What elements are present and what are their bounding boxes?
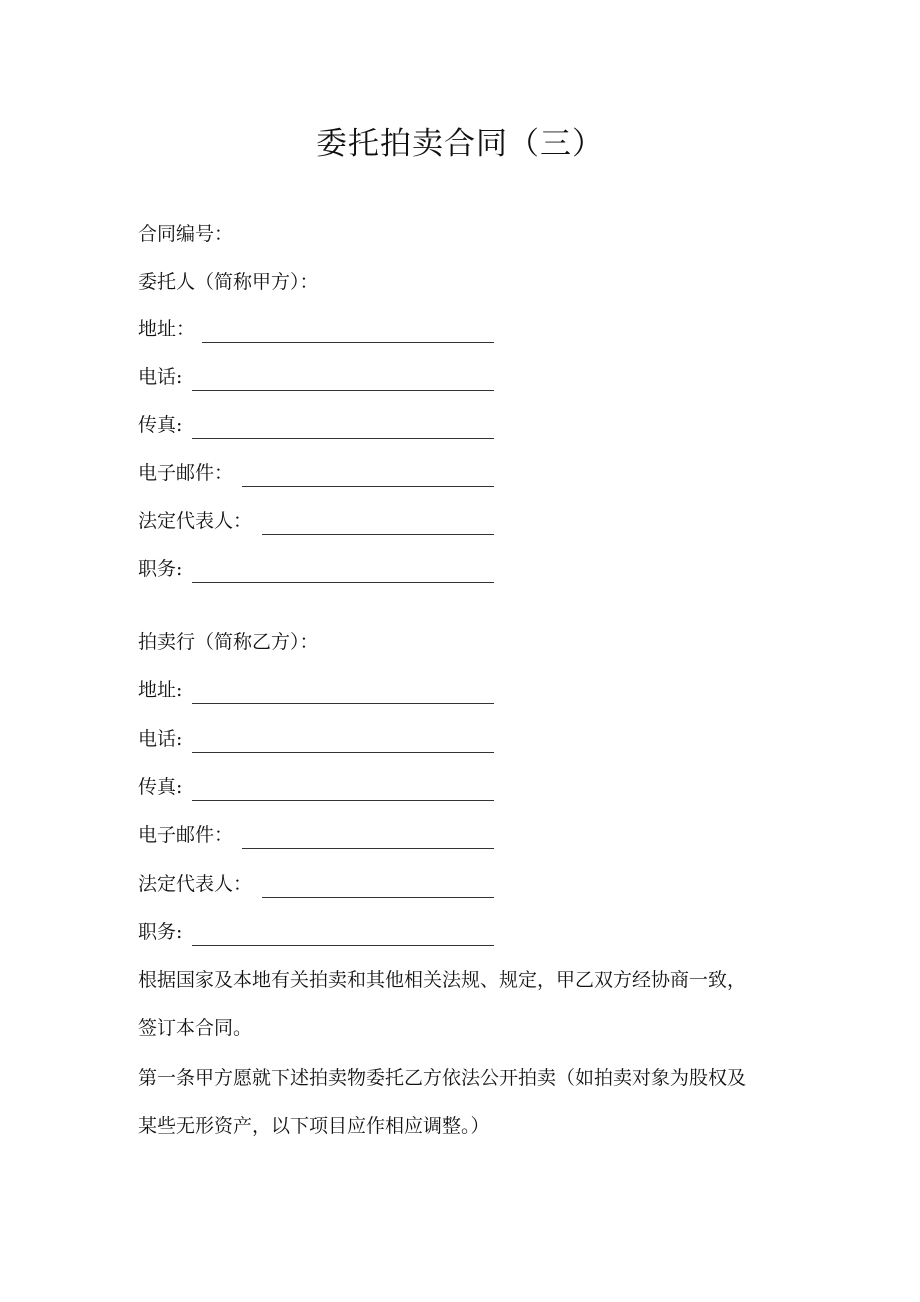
party-a-email-field[interactable] (138, 461, 494, 487)
fill-in-line[interactable] (192, 800, 494, 801)
fill-in-line[interactable] (192, 582, 494, 583)
fill-in-line[interactable] (262, 897, 494, 898)
field-label: 职务: (138, 558, 183, 580)
article-1-paragraph (138, 1054, 798, 1150)
fill-in-line[interactable] (242, 848, 494, 849)
field-label: 传真: (138, 776, 183, 798)
field-label: 职务: (138, 921, 183, 943)
party-a-address-field[interactable] (138, 317, 494, 343)
party-b-phone-field[interactable] (138, 727, 494, 753)
fill-in-line[interactable] (192, 752, 494, 753)
field-label: 电子邮件： (138, 462, 234, 484)
fill-in-line[interactable] (262, 534, 494, 535)
field-label: 法定代表人： (138, 873, 253, 895)
party-b-legal-rep-field[interactable] (138, 872, 494, 898)
field-label: 电话: (138, 366, 183, 388)
fill-in-line[interactable] (242, 486, 494, 487)
paragraph-line: 第一条甲方愿就下述拍卖物委托乙方依法公开拍卖（如拍卖对象为股权及 (138, 1067, 747, 1089)
fill-in-line[interactable] (192, 945, 494, 946)
field-label: 地址: (138, 679, 183, 701)
document-title: 委托拍卖合同（三） (316, 126, 604, 162)
field-label: 法定代表人： (138, 510, 253, 532)
fill-in-line[interactable] (192, 703, 494, 704)
party-b-email-field[interactable] (138, 823, 494, 849)
party-a-phone-field[interactable] (138, 365, 494, 391)
party-b-position-field[interactable] (138, 920, 494, 946)
field-label: 地址： (138, 318, 196, 340)
fill-in-line[interactable] (202, 342, 494, 343)
contract-number-label: 合同编号： (138, 223, 234, 245)
paragraph-line: 某些无形资产，以下项目应作相应调整。） (138, 1115, 490, 1137)
party-b-fax-field[interactable] (138, 775, 494, 801)
paragraph-line: 签订本合同。 (138, 1017, 253, 1039)
paragraph-line: 根据国家及本地有关拍卖和其他相关法规、规定，甲乙双方经协商一致， (138, 969, 747, 991)
field-label: 电子邮件： (138, 824, 234, 846)
party-a-fax-field[interactable] (138, 413, 494, 439)
fill-in-line[interactable] (192, 390, 494, 391)
party-a-position-field[interactable] (138, 557, 494, 583)
preamble-paragraph (138, 956, 798, 1052)
party-b-address-field[interactable] (138, 678, 494, 704)
party-a-legal-rep-field[interactable] (138, 509, 494, 535)
field-label: 传真: (138, 414, 183, 436)
field-label: 电话: (138, 728, 183, 750)
fill-in-line[interactable] (192, 438, 494, 439)
party-a-heading: 委托人（简称甲方）： (138, 271, 319, 293)
party-b-heading: 拍卖行（简称乙方）： (138, 631, 319, 653)
